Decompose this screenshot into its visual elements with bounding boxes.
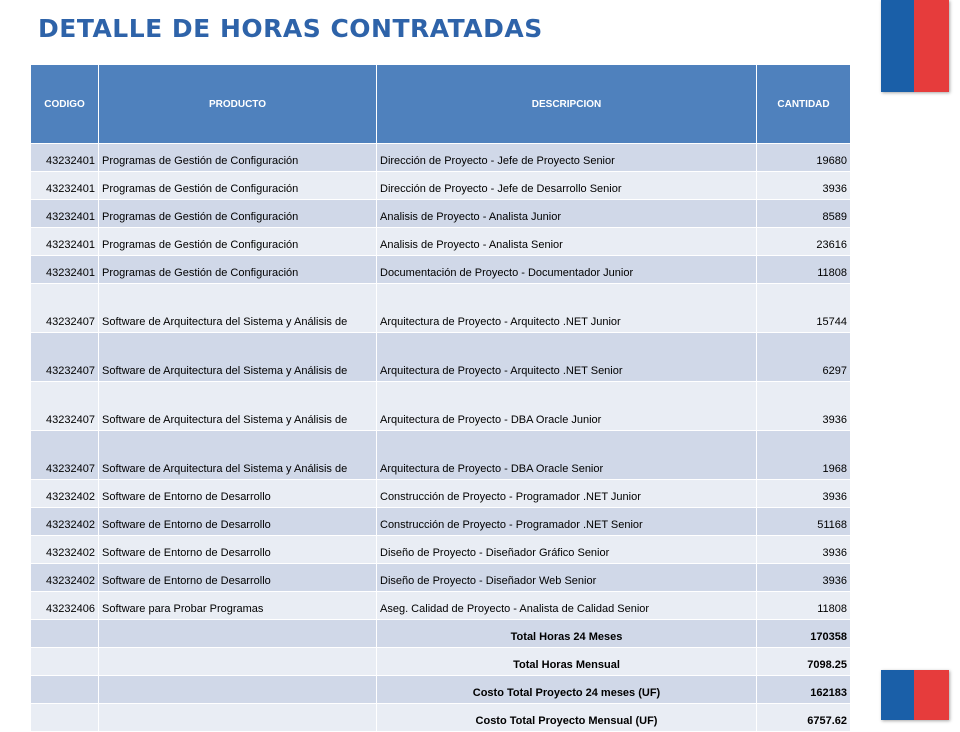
- table-row: [31, 200, 851, 228]
- cell-codigo: 43232406: [31, 592, 99, 620]
- cell-producto: Software de Arquitectura del Sistema y Análisis de: [99, 284, 377, 333]
- empty-cell: [99, 676, 377, 704]
- total-value: 162183: [757, 676, 851, 704]
- chile-flag-decoration-bottom: [881, 670, 949, 720]
- cell-codigo: 43232401: [31, 200, 99, 228]
- cell-descripcion: Aseg. Calidad de Proyecto - Analista de Calidad Senior: [377, 592, 757, 620]
- totals-row: [31, 704, 851, 732]
- cell-producto: Software de Arquitectura del Sistema y Análisis de: [99, 333, 377, 382]
- cell-cantidad: 1968: [757, 431, 851, 480]
- header-codigo: CODIGO: [31, 65, 99, 144]
- cell-producto: Programas de Gestión de Configuración: [99, 172, 377, 200]
- contracted-hours-table: [30, 64, 851, 732]
- total-value: 6757.62: [757, 704, 851, 732]
- table-header-row: [31, 65, 851, 144]
- cell-producto: Software para Probar Programas: [99, 592, 377, 620]
- page-title: DETALLE DE HORAS CONTRATADAS: [38, 14, 543, 43]
- cell-descripcion: Analisis de Proyecto - Analista Junior: [377, 200, 757, 228]
- cell-cantidad: 3936: [757, 382, 851, 431]
- totals-row: [31, 620, 851, 648]
- cell-codigo: 43232407: [31, 431, 99, 480]
- cell-codigo: 43232401: [31, 144, 99, 172]
- totals-body: [31, 620, 851, 732]
- cell-descripcion: Arquitectura de Proyecto - Arquitecto .NET Senior: [377, 333, 757, 382]
- table-row: [31, 592, 851, 620]
- chile-flag-decoration-top: [881, 0, 949, 92]
- total-label: Costo Total Proyecto 24 meses (UF): [377, 676, 757, 704]
- header-producto: PRODUCTO: [99, 65, 377, 144]
- header-descripcion: DESCRIPCION: [377, 65, 757, 144]
- cell-codigo: 43232407: [31, 284, 99, 333]
- total-label: Costo Total Proyecto Mensual (UF): [377, 704, 757, 732]
- cell-codigo: 43232402: [31, 480, 99, 508]
- cell-descripcion: Construcción de Proyecto - Programador .NET Senior: [377, 508, 757, 536]
- cell-cantidad: 23616: [757, 228, 851, 256]
- cell-codigo: 43232401: [31, 172, 99, 200]
- empty-cell: [31, 648, 99, 676]
- cell-descripcion: Documentación de Proyecto - Documentador Junior: [377, 256, 757, 284]
- table-row: [31, 333, 851, 382]
- table-row: [31, 284, 851, 333]
- cell-codigo: 43232401: [31, 256, 99, 284]
- cell-producto: Programas de Gestión de Configuración: [99, 228, 377, 256]
- total-value: 7098.25: [757, 648, 851, 676]
- cell-producto: Software de Entorno de Desarrollo: [99, 508, 377, 536]
- empty-cell: [31, 704, 99, 732]
- header-cantidad: CANTIDAD: [757, 65, 851, 144]
- table-row: [31, 256, 851, 284]
- table-row: [31, 564, 851, 592]
- flag-blue-stripe: [881, 0, 914, 92]
- cell-producto: Software de Entorno de Desarrollo: [99, 480, 377, 508]
- table-row: [31, 508, 851, 536]
- empty-cell: [31, 620, 99, 648]
- empty-cell: [99, 620, 377, 648]
- cell-producto: Software de Arquitectura del Sistema y Análisis de: [99, 382, 377, 431]
- table-row: [31, 228, 851, 256]
- cell-cantidad: 11808: [757, 256, 851, 284]
- table-row: [31, 536, 851, 564]
- cell-cantidad: 51168: [757, 508, 851, 536]
- cell-cantidad: 3936: [757, 480, 851, 508]
- total-label: Total Horas Mensual: [377, 648, 757, 676]
- cell-producto: Software de Entorno de Desarrollo: [99, 564, 377, 592]
- cell-descripcion: Dirección de Proyecto - Jefe de Desarrollo Senior: [377, 172, 757, 200]
- cell-descripcion: Analisis de Proyecto - Analista Senior: [377, 228, 757, 256]
- totals-row: [31, 648, 851, 676]
- cell-descripcion: Construcción de Proyecto - Programador .NET Junior: [377, 480, 757, 508]
- cell-codigo: 43232402: [31, 536, 99, 564]
- cell-cantidad: 11808: [757, 592, 851, 620]
- cell-codigo: 43232407: [31, 382, 99, 431]
- cell-descripcion: Arquitectura de Proyecto - Arquitecto .NET Junior: [377, 284, 757, 333]
- table-row: [31, 144, 851, 172]
- cell-producto: Programas de Gestión de Configuración: [99, 144, 377, 172]
- table-row: [31, 480, 851, 508]
- total-label: Total Horas 24 Meses: [377, 620, 757, 648]
- cell-descripcion: Dirección de Proyecto - Jefe de Proyecto Senior: [377, 144, 757, 172]
- empty-cell: [99, 704, 377, 732]
- cell-codigo: 43232402: [31, 564, 99, 592]
- flag-blue-stripe: [881, 670, 914, 720]
- cell-cantidad: 3936: [757, 564, 851, 592]
- flag-red-stripe: [914, 670, 949, 720]
- cell-producto: Programas de Gestión de Configuración: [99, 200, 377, 228]
- flag-red-stripe: [914, 0, 949, 92]
- table-row: [31, 172, 851, 200]
- table-row: [31, 382, 851, 431]
- cell-descripcion: Arquitectura de Proyecto - DBA Oracle Junior: [377, 382, 757, 431]
- cell-producto: Programas de Gestión de Configuración: [99, 256, 377, 284]
- cell-cantidad: 8589: [757, 200, 851, 228]
- cell-producto: Software de Entorno de Desarrollo: [99, 536, 377, 564]
- cell-codigo: 43232402: [31, 508, 99, 536]
- cell-descripcion: Arquitectura de Proyecto - DBA Oracle Senior: [377, 431, 757, 480]
- cell-codigo: 43232401: [31, 228, 99, 256]
- cell-producto: Software de Arquitectura del Sistema y Análisis de: [99, 431, 377, 480]
- totals-row: [31, 676, 851, 704]
- cell-cantidad: 3936: [757, 172, 851, 200]
- table-body: [31, 144, 851, 620]
- cell-cantidad: 3936: [757, 536, 851, 564]
- cell-cantidad: 19680: [757, 144, 851, 172]
- empty-cell: [99, 648, 377, 676]
- cell-codigo: 43232407: [31, 333, 99, 382]
- table-row: [31, 431, 851, 480]
- total-value: 170358: [757, 620, 851, 648]
- cell-cantidad: 6297: [757, 333, 851, 382]
- cell-cantidad: 15744: [757, 284, 851, 333]
- cell-descripcion: Diseño de Proyecto - Diseñador Gráfico Senior: [377, 536, 757, 564]
- cell-descripcion: Diseño de Proyecto - Diseñador Web Senior: [377, 564, 757, 592]
- empty-cell: [31, 676, 99, 704]
